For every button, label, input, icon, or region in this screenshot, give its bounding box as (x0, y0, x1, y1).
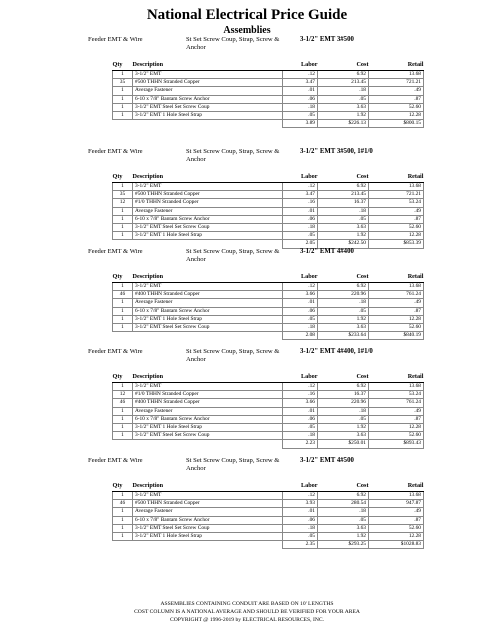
assembly-code: 3-1/2" EMT 4#400 (300, 248, 354, 255)
cell-desc: 3-1/2" EMT 1 Hole Steel Strap (133, 532, 283, 540)
cell-retail: .87 (369, 215, 424, 223)
table-row (113, 492, 424, 500)
table-row (113, 532, 424, 540)
cell-labor: .12 (283, 383, 318, 391)
total-spacer (113, 440, 133, 448)
table-header-row (113, 481, 424, 492)
column-header-description: Description (133, 272, 283, 283)
cell-retail: 52.60 (369, 223, 424, 231)
cell-retail: .49 (369, 508, 424, 516)
column-header-cost: Cost (318, 172, 369, 183)
total-spacer (113, 240, 133, 248)
column-header-description: Description (133, 60, 283, 71)
assembly-category: Feeder EMT & Wire (88, 457, 143, 464)
cell-desc: Average Fastener (133, 299, 283, 307)
cell-desc: 6-10 x 7/8" Bantam Screw Anchor (133, 415, 283, 423)
assembly-section (0, 248, 494, 340)
assembly-header (0, 36, 494, 60)
cell-qty: 1 (113, 71, 133, 79)
cell-labor: .18 (283, 524, 318, 532)
cell-labor: .01 (283, 299, 318, 307)
table-row (113, 524, 424, 532)
cell-desc: 3-1/2" EMT (133, 383, 283, 391)
cell-labor: .16 (283, 199, 318, 207)
table-row (113, 223, 424, 231)
cell-retail: 12.28 (369, 111, 424, 119)
cell-labor: .16 (283, 391, 318, 399)
cell-qty: 12 (113, 391, 133, 399)
cell-qty: 12 (113, 199, 133, 207)
cell-labor: .06 (283, 95, 318, 103)
table-row (113, 500, 424, 508)
table-row (113, 79, 424, 87)
assembly-category: Feeder EMT & Wire (88, 36, 143, 43)
table-row (113, 508, 424, 516)
cell-desc: 3-1/2" EMT 1 Hole Steel Strap (133, 315, 283, 323)
table-row (113, 307, 424, 315)
table-row (113, 207, 424, 215)
column-header-retail: Retail (369, 481, 424, 492)
table-row (113, 415, 424, 423)
cell-retail: 53.24 (369, 199, 424, 207)
cell-cost: .18 (318, 508, 369, 516)
table-row (113, 399, 424, 407)
cell-qty: 1 (113, 215, 133, 223)
cell-cost: 3.63 (318, 432, 369, 440)
cell-qty: 1 (113, 95, 133, 103)
cell-cost: 280.54 (318, 500, 369, 508)
table-row (113, 215, 424, 223)
cell-retail: 52.60 (369, 432, 424, 440)
cell-cost: 3.63 (318, 323, 369, 331)
total-labor: 2.08 (283, 332, 318, 340)
cell-retail: 13.68 (369, 283, 424, 291)
cell-desc: 3-1/2" EMT Steel Set Screw Coup (133, 103, 283, 111)
cell-retail: .49 (369, 87, 424, 95)
cell-retail: 52.60 (369, 323, 424, 331)
column-header-labor: Labor (283, 60, 318, 71)
column-header-labor: Labor (283, 172, 318, 183)
cell-desc: 3-1/2" EMT Steel Set Screw Coup (133, 432, 283, 440)
cell-qty: 1 (113, 383, 133, 391)
cell-desc: 6-10 x 7/8" Bantam Screw Anchor (133, 516, 283, 524)
cell-desc: #500 THHN Stranded Copper (133, 191, 283, 199)
column-header-description: Description (133, 172, 283, 183)
cell-labor: .01 (283, 407, 318, 415)
cell-labor: 3.66 (283, 399, 318, 407)
assembly-header (0, 457, 494, 481)
total-spacer (133, 440, 283, 448)
column-header-retail: Retail (369, 60, 424, 71)
cell-labor: .12 (283, 183, 318, 191)
table-row (113, 299, 424, 307)
table-row (113, 315, 424, 323)
cell-cost: 213.45 (318, 79, 369, 87)
cell-qty: 46 (113, 291, 133, 299)
total-spacer (133, 541, 283, 549)
cell-qty: 1 (113, 111, 133, 119)
cell-qty: 1 (113, 524, 133, 532)
page-title: National Electrical Price Guide (146, 7, 348, 23)
total-cost: $293.25 (318, 541, 369, 549)
cell-labor: .18 (283, 323, 318, 331)
assembly-code: 3-1/2" EMT 3#500 (300, 36, 354, 43)
assembly-table (112, 60, 424, 128)
total-retail: $1028.83 (369, 541, 424, 549)
cell-qty: 1 (113, 516, 133, 524)
cell-retail: 947.87 (369, 500, 424, 508)
cell-labor: .06 (283, 415, 318, 423)
assembly-header (0, 148, 494, 172)
cell-desc: 3-1/2" EMT Steel Set Screw Coup (133, 223, 283, 231)
assembly-header (0, 348, 494, 372)
column-header-description: Description (133, 481, 283, 492)
table-header-row (113, 172, 424, 183)
cell-cost: 16.37 (318, 391, 369, 399)
column-header-labor: Labor (283, 272, 318, 283)
total-cost: $226.13 (318, 120, 369, 128)
cell-labor: .01 (283, 87, 318, 95)
cell-qty: 1 (113, 532, 133, 540)
cell-retail: 52.60 (369, 524, 424, 532)
cell-desc: Average Fastener (133, 87, 283, 95)
cell-qty: 1 (113, 415, 133, 423)
cell-retail: 761.24 (369, 291, 424, 299)
cell-desc: #400 THHN Stranded Copper (133, 399, 283, 407)
cell-labor: .01 (283, 508, 318, 516)
cell-retail: 12.28 (369, 232, 424, 240)
cell-retail: 13.68 (369, 71, 424, 79)
cell-retail: .87 (369, 516, 424, 524)
cell-cost: 6.92 (318, 383, 369, 391)
cell-cost: 6.92 (318, 71, 369, 79)
cell-labor: .05 (283, 232, 318, 240)
total-cost: $250.01 (318, 440, 369, 448)
cell-retail: 12.28 (369, 315, 424, 323)
assembly-category: Feeder EMT & Wire (88, 148, 143, 155)
total-cost: $233.64 (318, 332, 369, 340)
cell-cost: 6.92 (318, 183, 369, 191)
assembly-table (112, 372, 424, 449)
column-header-retail: Retail (369, 272, 424, 283)
cell-cost: .18 (318, 207, 369, 215)
total-retail: $800.15 (369, 120, 424, 128)
assembly-section (0, 36, 494, 128)
total-spacer (133, 332, 283, 340)
table-row (113, 432, 424, 440)
cell-desc: 6-10 x 7/8" Bantam Screw Anchor (133, 95, 283, 103)
assembly-header (0, 248, 494, 272)
assembly-description: St Set Screw Coup, Strap, Screw & Anchor (186, 348, 280, 363)
cell-retail: .49 (369, 299, 424, 307)
table-header-row (113, 372, 424, 383)
cell-cost: 1.92 (318, 232, 369, 240)
total-labor: 2.23 (283, 440, 318, 448)
cell-cost: .05 (318, 415, 369, 423)
cell-retail: 13.68 (369, 383, 424, 391)
cell-cost: 1.92 (318, 532, 369, 540)
cell-labor: .05 (283, 315, 318, 323)
cell-cost: 213.45 (318, 191, 369, 199)
column-header-qty: Qty (113, 372, 133, 383)
cell-desc: 3-1/2" EMT 1 Hole Steel Strap (133, 111, 283, 119)
assembly-table (112, 481, 424, 549)
column-header-labor: Labor (283, 481, 318, 492)
cell-cost: 1.92 (318, 315, 369, 323)
total-spacer (133, 120, 283, 128)
table-row (113, 103, 424, 111)
column-header-cost: Cost (318, 372, 369, 383)
cell-retail: 53.24 (369, 391, 424, 399)
cell-qty: 1 (113, 87, 133, 95)
cell-qty: 1 (113, 207, 133, 215)
table-row (113, 383, 424, 391)
total-cost: $242.50 (318, 240, 369, 248)
table-row (113, 191, 424, 199)
cell-labor: 3.47 (283, 191, 318, 199)
cell-qty: 1 (113, 283, 133, 291)
assembly-category: Feeder EMT & Wire (88, 248, 143, 255)
column-header-labor: Labor (283, 372, 318, 383)
cell-qty: 1 (113, 492, 133, 500)
assembly-table (112, 272, 424, 340)
cell-retail: 761.24 (369, 399, 424, 407)
cell-desc: 3-1/2" EMT (133, 283, 283, 291)
cell-desc: 3-1/2" EMT 1 Hole Steel Strap (133, 232, 283, 240)
column-header-qty: Qty (113, 481, 133, 492)
footer-line: COPYRIGHT @ 1996-2019 by ELECTRICAL RESOURCES, INC. (169, 617, 324, 623)
assembly-category: Feeder EMT & Wire (88, 348, 143, 355)
table-row (113, 407, 424, 415)
cell-labor: .05 (283, 423, 318, 431)
table-row (113, 232, 424, 240)
cell-cost: .05 (318, 307, 369, 315)
cell-labor: .06 (283, 307, 318, 315)
cell-desc: 3-1/2" EMT 1 Hole Steel Strap (133, 423, 283, 431)
total-retail: $893.43 (369, 440, 424, 448)
footer-line: ASSEMBLIES CONTAINING CONDUIT ARE BASED ON 10' LENGTHS (160, 601, 334, 607)
total-row (113, 120, 424, 128)
cell-qty: 1 (113, 183, 133, 191)
assembly-code: 3-1/2" EMT 3#500, 1#1/0 (300, 148, 373, 155)
cell-qty: 1 (113, 432, 133, 440)
cell-qty: 1 (113, 307, 133, 315)
total-labor: 2.35 (283, 541, 318, 549)
cell-cost: 16.37 (318, 199, 369, 207)
cell-cost: .05 (318, 215, 369, 223)
cell-desc: Average Fastener (133, 407, 283, 415)
cell-labor: .12 (283, 283, 318, 291)
cell-desc: #1/0 THHN Stranded Copper (133, 391, 283, 399)
cell-desc: Average Fastener (133, 508, 283, 516)
cell-retail: 52.60 (369, 103, 424, 111)
cell-desc: 6-10 x 7/8" Bantam Screw Anchor (133, 215, 283, 223)
page-subtitle: Assemblies (223, 25, 271, 36)
cell-retail: 721.21 (369, 79, 424, 87)
table-row (113, 391, 424, 399)
cell-desc: #400 THHN Stranded Copper (133, 291, 283, 299)
cell-retail: .49 (369, 207, 424, 215)
cell-cost: 3.63 (318, 223, 369, 231)
cell-desc: 3-1/2" EMT (133, 71, 283, 79)
assembly-code: 3-1/2" EMT 4#400, 1#1/0 (300, 348, 373, 355)
cell-desc: #500 THHN Stranded Copper (133, 500, 283, 508)
cell-labor: 3.66 (283, 291, 318, 299)
cell-retail: 13.68 (369, 183, 424, 191)
cell-labor: .05 (283, 111, 318, 119)
assembly-description: St Set Screw Coup, Strap, Screw & Anchor (186, 148, 280, 163)
cell-cost: 6.92 (318, 492, 369, 500)
assembly-description: St Set Screw Coup, Strap, Screw & Anchor (186, 248, 280, 263)
cell-labor: .18 (283, 223, 318, 231)
footer (0, 600, 494, 624)
total-retail: $853.39 (369, 240, 424, 248)
total-row (113, 332, 424, 340)
cell-qty: 1 (113, 299, 133, 307)
column-header-qty: Qty (113, 172, 133, 183)
assembly-section (0, 148, 494, 249)
cell-cost: .18 (318, 87, 369, 95)
assembly-code: 3-1/2" EMT 4#500 (300, 457, 354, 464)
column-header-cost: Cost (318, 60, 369, 71)
cell-qty: 35 (113, 191, 133, 199)
cell-desc: Average Fastener (133, 207, 283, 215)
cell-retail: .87 (369, 95, 424, 103)
cell-qty: 1 (113, 508, 133, 516)
table-row (113, 283, 424, 291)
cell-qty: 35 (113, 79, 133, 87)
cell-labor: .06 (283, 516, 318, 524)
column-header-retail: Retail (369, 172, 424, 183)
cell-retail: .87 (369, 415, 424, 423)
table-header-row (113, 60, 424, 71)
cell-cost: .05 (318, 516, 369, 524)
cell-qty: 1 (113, 315, 133, 323)
cell-labor: .05 (283, 532, 318, 540)
column-header-qty: Qty (113, 272, 133, 283)
cell-qty: 1 (113, 407, 133, 415)
table-row (113, 323, 424, 331)
table-row (113, 87, 424, 95)
column-header-qty: Qty (113, 60, 133, 71)
cell-retail: 721.21 (369, 191, 424, 199)
cell-qty: 1 (113, 323, 133, 331)
cell-qty: 1 (113, 103, 133, 111)
total-retail: $840.19 (369, 332, 424, 340)
cell-qty: 1 (113, 223, 133, 231)
cell-retail: .87 (369, 307, 424, 315)
total-row (113, 440, 424, 448)
total-labor: 2.05 (283, 240, 318, 248)
total-labor: 3.89 (283, 120, 318, 128)
cell-retail: .49 (369, 407, 424, 415)
cell-retail: 12.28 (369, 423, 424, 431)
cell-cost: 1.92 (318, 423, 369, 431)
cell-labor: 3.47 (283, 79, 318, 87)
table-row (113, 199, 424, 207)
table-row (113, 183, 424, 191)
cell-retail: 13.68 (369, 492, 424, 500)
total-row (113, 240, 424, 248)
assembly-section (0, 348, 494, 449)
cell-qty: 46 (113, 399, 133, 407)
assembly-description: St Set Screw Coup, Strap, Screw & Anchor (186, 36, 280, 51)
cell-desc: 3-1/2" EMT Steel Set Screw Coup (133, 323, 283, 331)
column-header-cost: Cost (318, 272, 369, 283)
total-spacer (113, 332, 133, 340)
cell-desc: 3-1/2" EMT (133, 183, 283, 191)
cell-cost: 3.63 (318, 103, 369, 111)
cell-cost: 220.96 (318, 399, 369, 407)
assembly-description: St Set Screw Coup, Strap, Screw & Anchor (186, 457, 280, 472)
cell-desc: #1/0 THHN Stranded Copper (133, 199, 283, 207)
cell-labor: .18 (283, 432, 318, 440)
cell-desc: #500 THHN Stranded Copper (133, 79, 283, 87)
cell-qty: 46 (113, 500, 133, 508)
footer-line: COST COLUMN IS A NATIONAL AVERAGE AND SHOULD BE VERIFIED FOR YOUR AREA (134, 609, 360, 615)
cell-qty: 1 (113, 232, 133, 240)
cell-labor: .12 (283, 71, 318, 79)
cell-labor: .18 (283, 103, 318, 111)
table-row (113, 291, 424, 299)
table-row (113, 111, 424, 119)
total-spacer (113, 541, 133, 549)
cell-cost: 6.92 (318, 283, 369, 291)
column-header-retail: Retail (369, 372, 424, 383)
assembly-table (112, 172, 424, 249)
cell-desc: 6-10 x 7/8" Bantam Screw Anchor (133, 307, 283, 315)
cell-cost: 3.63 (318, 524, 369, 532)
cell-cost: .18 (318, 407, 369, 415)
cell-labor: 3.93 (283, 500, 318, 508)
cell-cost: .05 (318, 95, 369, 103)
total-spacer (133, 240, 283, 248)
cell-labor: .06 (283, 215, 318, 223)
cell-qty: 1 (113, 423, 133, 431)
table-row (113, 423, 424, 431)
assembly-section (0, 457, 494, 549)
cell-labor: .01 (283, 207, 318, 215)
cell-cost: .18 (318, 299, 369, 307)
cell-labor: .12 (283, 492, 318, 500)
table-row (113, 95, 424, 103)
column-header-cost: Cost (318, 481, 369, 492)
cell-cost: 1.92 (318, 111, 369, 119)
cell-desc: 3-1/2" EMT (133, 492, 283, 500)
cell-retail: 12.28 (369, 532, 424, 540)
total-row (113, 541, 424, 549)
table-header-row (113, 272, 424, 283)
cell-desc: 3-1/2" EMT Steel Set Screw Coup (133, 524, 283, 532)
total-spacer (113, 120, 133, 128)
table-row (113, 516, 424, 524)
table-row (113, 71, 424, 79)
column-header-description: Description (133, 372, 283, 383)
cell-cost: 220.96 (318, 291, 369, 299)
